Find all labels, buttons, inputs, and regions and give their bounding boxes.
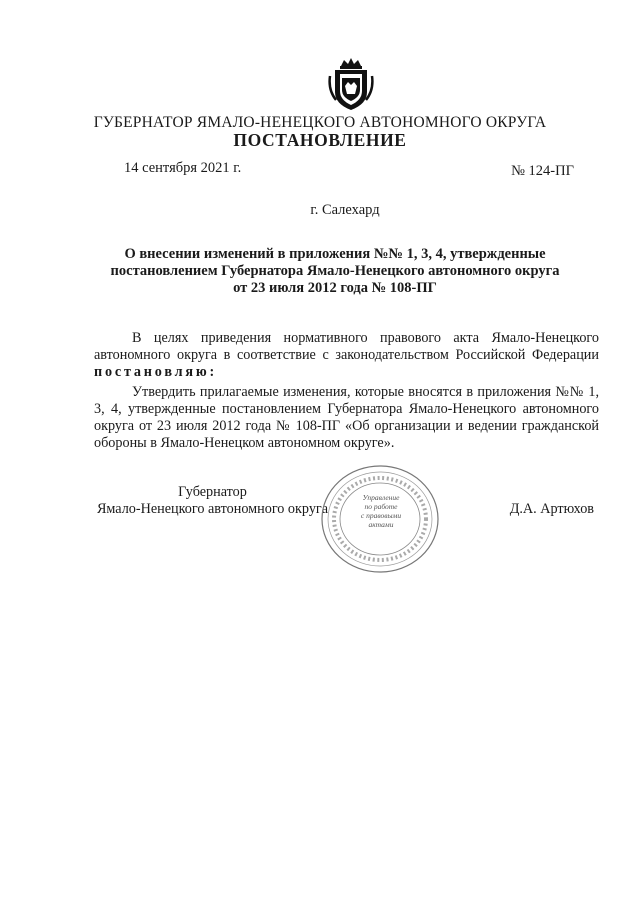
title-line: постановлением Губернатора Ямало-Ненецкого автономного округа xyxy=(110,263,560,279)
stamp-line: с правовыми xyxy=(360,511,402,520)
decree-word: постановляю: xyxy=(94,364,217,380)
stamp-line: актами xyxy=(368,520,394,529)
signatory-title-line: Ямало-Ненецкого автономного округа xyxy=(96,501,329,517)
document-type-heading: ПОСТАНОВЛЕНИЕ xyxy=(233,130,407,150)
preamble-paragraph xyxy=(94,330,599,381)
signatory-name: Д.А. Артюхов xyxy=(509,501,594,517)
stamp-line: по работе xyxy=(364,502,398,511)
document-number: № 124-ПГ xyxy=(511,163,574,179)
document-date: 14 сентября 2021 г. xyxy=(124,160,242,176)
stamp-text xyxy=(350,493,412,529)
issuer-heading: ГУБЕРНАТОР ЯМАЛО-НЕНЕЦКОГО АВТОНОМНОГО ОКРУГА xyxy=(93,114,547,131)
yamal-nenets-coat-of-arms-icon xyxy=(328,56,374,112)
title-line: О внесении изменений в приложения №№ 1, 3, 4, утвержденные xyxy=(124,246,546,262)
signatory-title xyxy=(90,484,335,518)
preamble-text: В целях приведения нормативного правового акта Ямало-Ненецкого автономного округа в соответствие с законодательством Российской Федерации xyxy=(94,330,599,363)
resolution-text: Утвердить прилагаемые изменения, которые вносятся в приложения №№ 1, 3, 4, утвержденные постановлением Губернатора Ямало-Ненецкого автономного округа от 23 июля 2012 года № 108-ПГ «Об организации и ведении гражданской обороны в Ямало-Ненецком автономном округе». xyxy=(94,384,599,451)
resolution-paragraph xyxy=(94,384,599,452)
stamp-line: Управление xyxy=(362,493,400,502)
signatory-title-line: Губернатор xyxy=(178,484,247,500)
title-line: от 23 июля 2012 года № 108-ПГ xyxy=(233,280,437,296)
document-city: г. Салехард xyxy=(310,202,380,218)
document-title xyxy=(90,246,580,297)
